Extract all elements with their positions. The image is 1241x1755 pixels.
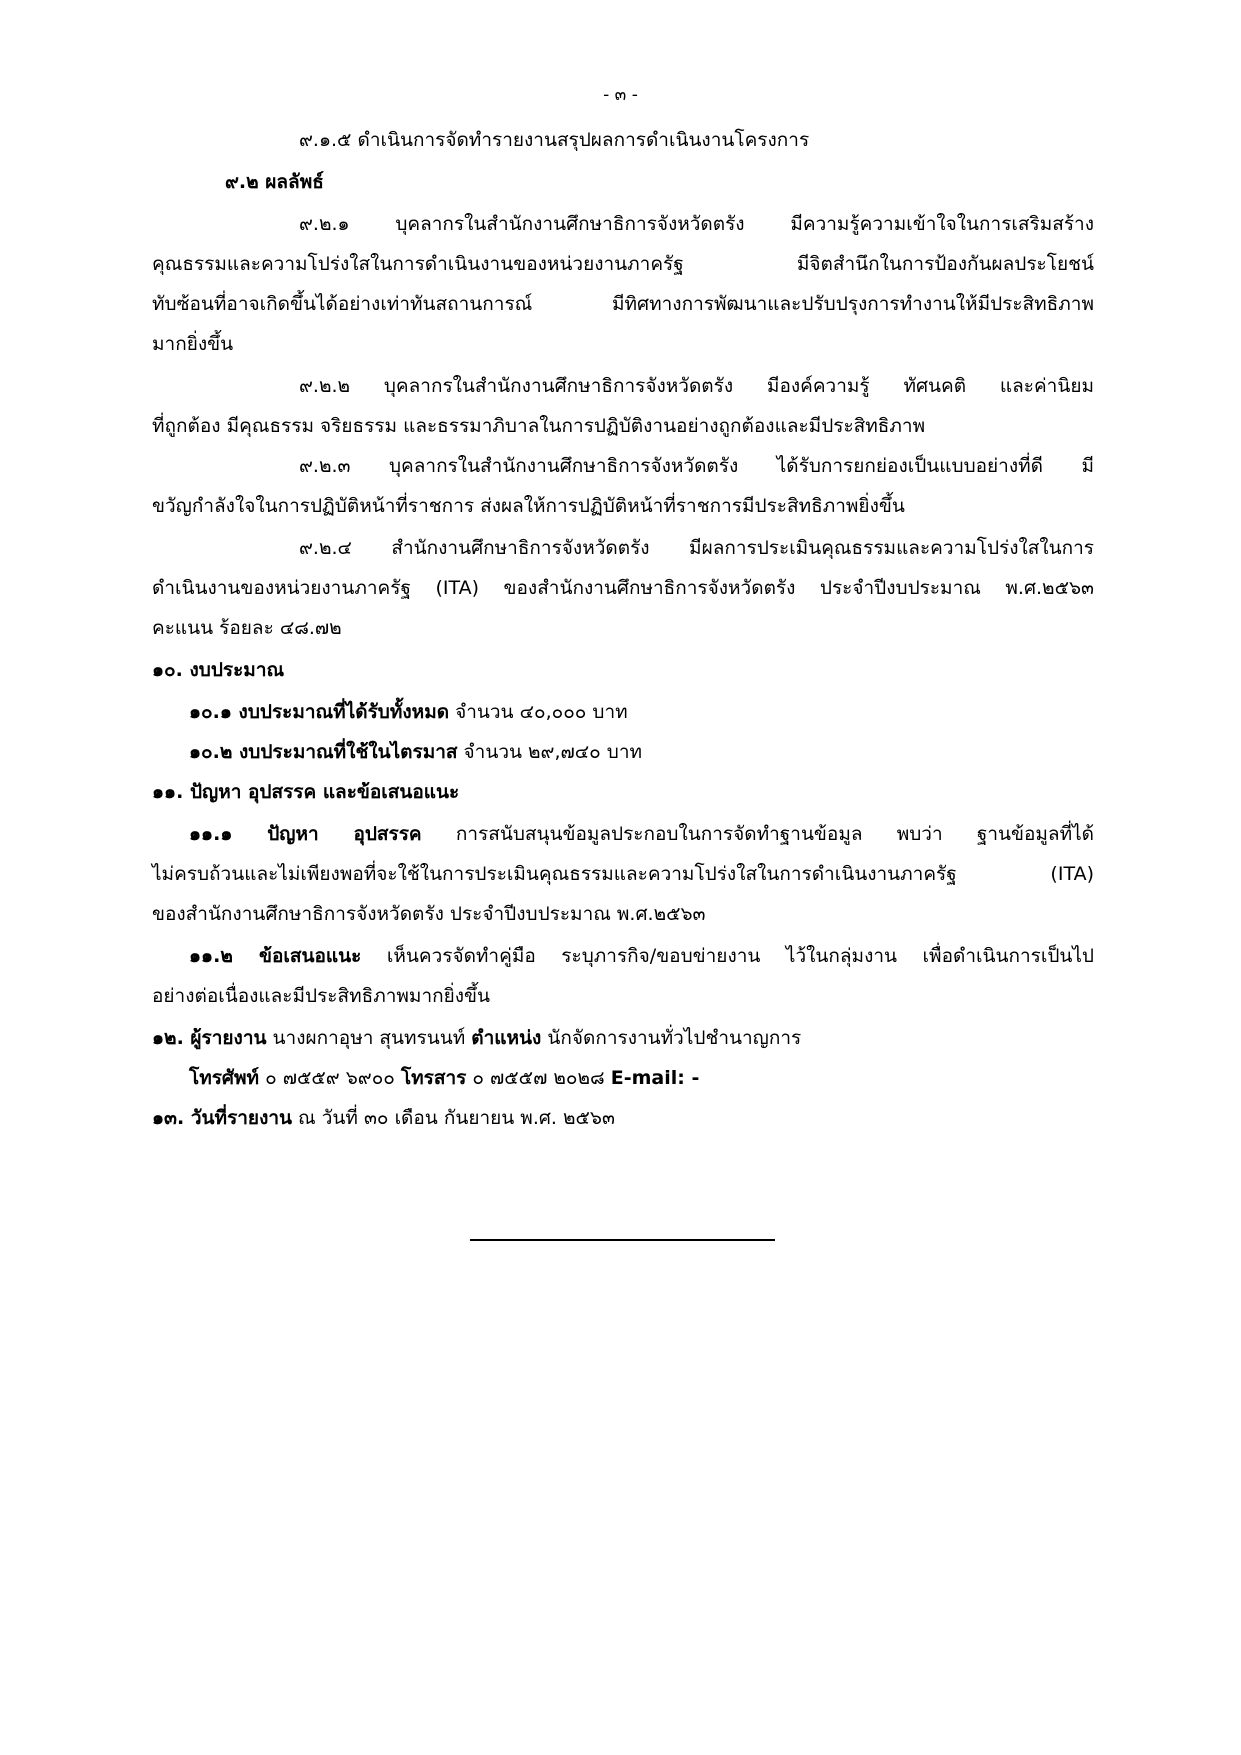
heading-11: ๑๑. ปัญหา อุปสรรค และข้อเสนอแนะ — [152, 781, 460, 803]
para-11-1-line-1 — [189, 819, 1094, 849]
para-9-2-1-line-1: ๙.๒.๑ บุคลากรในสำนักงานศึกษาธิการจังหวัดตรัง มีความรู้ความเข้าใจในการเสริมสร้าง — [299, 213, 1094, 235]
para-11-1-text: การสนับสนุนข้อมูลประกอบในการจัดทำฐานข้อมูล พบว่า ฐานข้อมูลที่ได้ — [421, 823, 1094, 845]
para-9-2-4-line-1: ๙.๒.๔ สำนักงานศึกษาธิการจังหวัดตรัง มีผลการประเมินคุณธรรมและความโปร่งใสในการ — [299, 537, 1094, 559]
para-11-1-label: ๑๑.๑ ปัญหา อุปสรรค — [189, 823, 422, 845]
budget-used-value: จำนวน ๒๙,๗๔๐ บาท — [457, 741, 643, 763]
budget-received-label: ๑๐.๑ งบประมาณที่ได้รับทั้งหมด — [189, 701, 450, 723]
para-9-2-2-line-1: ๙.๒.๒ บุคลากรในสำนักงานศึกษาธิการจังหวัดตรัง มีองค์ความรู้ ทัศนคติ และค่านิยม — [299, 375, 1094, 397]
para-9-2-3-line-2: ขวัญกำลังใจในการปฏิบัติหน้าที่ราชการ ส่งผลให้การปฏิบัติหน้าที่ราชการมีประสิทธิภาพยิ่งขึ้น — [152, 495, 905, 517]
fax-value: ๐ ๗๕๕๗ ๒๐๒๘ — [466, 1067, 611, 1089]
report-date-value: ณ วันที่ ๓๐ เดือน กันยายน พ.ศ. ๒๕๖๓ — [292, 1107, 615, 1129]
para-9-2-1-line-2: คุณธรรมและความโปร่งใสในการดำเนินงานของหน่วยงานภาครัฐ มีจิตสำนึกในการป้องกันผลประโยชน์ — [152, 253, 1094, 275]
position-label: ตำแหน่ง — [471, 1027, 542, 1049]
para-9-2-1-line-4: มากยิ่งขึ้น — [152, 333, 234, 355]
fax-label: โทรสาร — [400, 1067, 467, 1089]
position-value: นักจัดการงานทั่วไปชำนาญการ — [541, 1027, 802, 1049]
reporter-label: ๑๒. ผู้รายงาน — [152, 1027, 267, 1049]
page-number: - ๓ - — [603, 85, 638, 105]
contact-line — [189, 1063, 699, 1093]
phone-label: โทรศัพท์ — [189, 1067, 260, 1089]
para-9-2-3-line-1: ๙.๒.๓ บุคลากรในสำนักงานศึกษาธิการจังหวัดตรัง ได้รับการยกย่องเป็นแบบอย่างที่ดี มี — [299, 455, 1094, 477]
para-11-1-line-3: ของสำนักงานศึกษาธิการจังหวัดตรัง ประจำปีงบประมาณ พ.ศ.๒๕๖๓ — [152, 903, 706, 925]
report-date-label: ๑๓. วันที่รายงาน — [152, 1107, 293, 1129]
end-divider — [470, 1239, 775, 1241]
para-11-2-label: ๑๑.๒ ข้อเสนอแนะ — [189, 945, 362, 967]
para-11-1-line-2: ไม่ครบถ้วนและไม่เพียงพอที่จะใช้ในการประเมินคุณธรรมและความโปร่งใสในการดำเนินงานภาครัฐ (ITA) — [152, 863, 1094, 885]
para-9-2-2-line-2: ที่ถูกต้อง มีคุณธรรม จริยธรรม และธรรมาภิบาลในการปฏิบัติงานอย่างถูกต้องและมีประสิทธิภาพ — [152, 415, 926, 437]
budget-received — [189, 697, 628, 727]
reporter-name: นางผกาอุษา สุนทรนนท์ — [266, 1027, 472, 1049]
item-9-1-5: ๙.๑.๕ ดำเนินการจัดทำรายงานสรุปผลการดำเนินงานโครงการ — [299, 129, 810, 151]
para-11-2-line-1 — [189, 941, 1094, 971]
email-label: E-mail: - — [610, 1067, 700, 1089]
budget-received-value: จำนวน ๔๐,๐๐๐ บาท — [449, 701, 628, 723]
report-date-line — [152, 1103, 615, 1133]
phone-value: ๐ ๗๕๕๙ ๖๙๐๐ — [259, 1067, 401, 1089]
budget-used — [189, 737, 642, 767]
heading-9-2: ๙.๒ ผลลัพธ์ — [225, 171, 324, 193]
heading-10: ๑๐. งบประมาณ — [152, 659, 285, 681]
para-9-2-4-line-3: คะแนน ร้อยละ ๔๘.๗๒ — [152, 617, 342, 639]
reporter-line — [152, 1023, 801, 1053]
para-9-2-4-line-2: ดำเนินงานของหน่วยงานภาครัฐ (ITA) ของสำนักงานศึกษาธิการจังหวัดตรัง ประจำปีงบประมาณ พ.ศ.๒๕๖๓ — [152, 577, 1094, 599]
budget-used-label: ๑๐.๒ งบประมาณที่ใช้ในไตรมาส — [189, 741, 458, 763]
para-9-2-1-line-3: ทับซ้อนที่อาจเกิดขึ้นได้อย่างเท่าทันสถานการณ์ มีทิศทางการพัฒนาและปรับปรุงการทำงานให้มีประสิทธิภาพ — [152, 293, 1094, 315]
para-11-2-line-2: อย่างต่อเนื่องและมีประสิทธิภาพมากยิ่งขึ้น — [152, 985, 491, 1007]
para-11-2-text: เห็นควรจัดทำคู่มือ ระบุภารกิจ/ขอบข่ายงาน ไว้ในกลุ่มงาน เพื่อดำเนินการเป็นไป — [361, 945, 1094, 967]
